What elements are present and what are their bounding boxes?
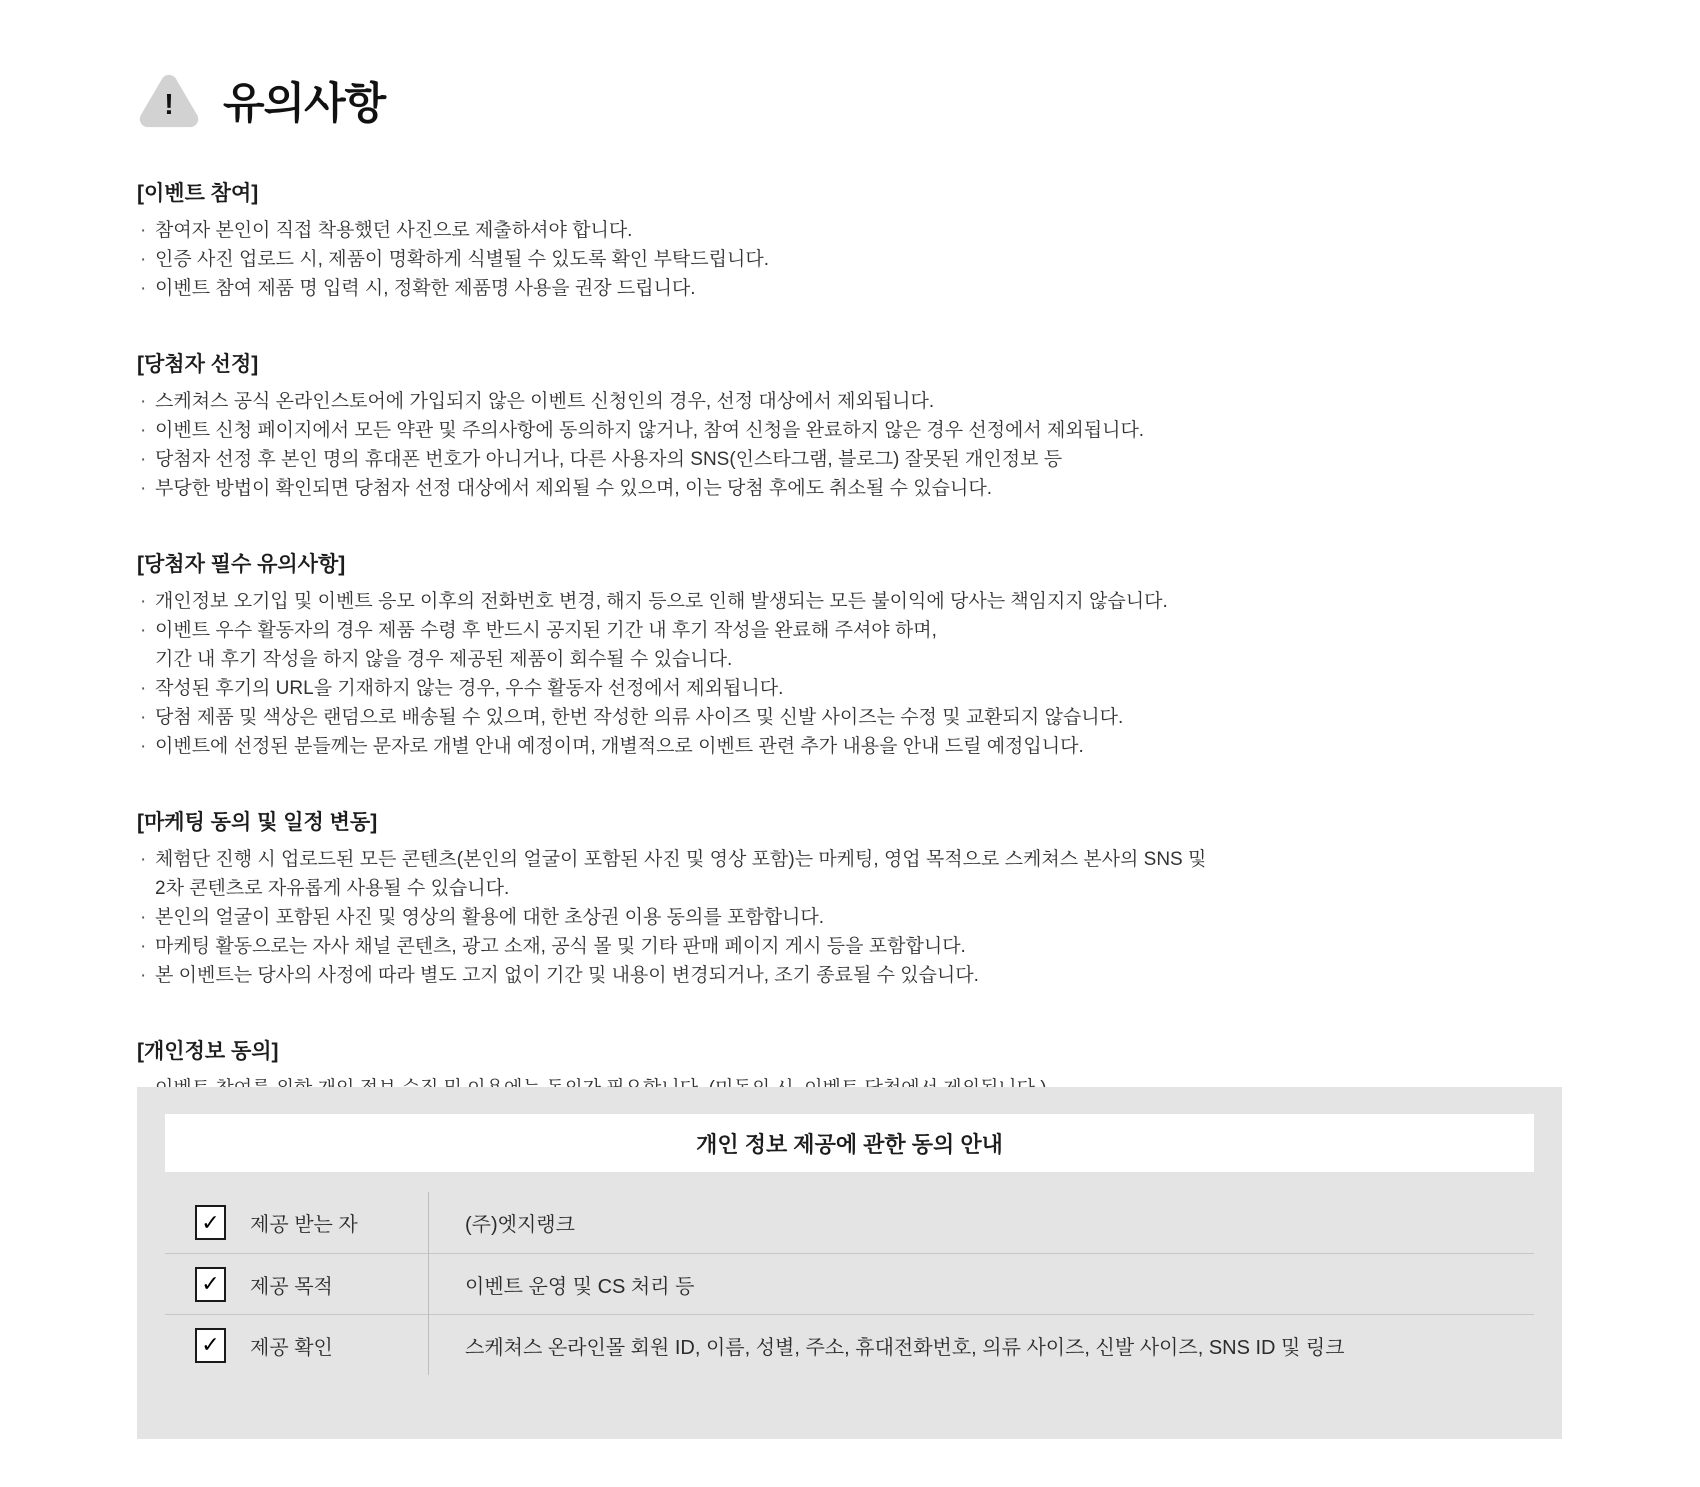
checkmark-icon: ✓ [201, 1332, 220, 1357]
section-list [137, 216, 1562, 303]
list-item-text: 이벤트 우수 활동자의 경우 제품 수령 후 반드시 공지된 기간 내 후기 작성을 완료해 주셔야 하며, 기간 내 후기 작성을 하지 않을 경우 제공된 제품이 회수될 수 있습니다. [155, 620, 937, 670]
consent-row-label-cell [165, 1328, 428, 1363]
bullet-icon: · [140, 736, 147, 757]
notice-section [137, 806, 1562, 990]
list-item-text: 개인정보 오기입 및 이벤트 응모 이후의 전화번호 변경, 해지 등으로 인해 발생되는 모든 불이익에 당사는 책임지지 않습니다. [155, 591, 1168, 612]
list-item [137, 674, 1562, 703]
bullet-icon: · [140, 278, 147, 299]
consent-row-label-cell [165, 1205, 428, 1240]
list-item [137, 387, 1562, 416]
list-item [137, 616, 1562, 674]
list-item-text: 당첨 제품 및 색상은 랜덤으로 배송될 수 있으며, 한번 작성한 의류 사이즈 및 신발 사이즈는 수정 및 교환되지 않습니다. [155, 707, 1124, 728]
checkmark-icon: ✓ [201, 1209, 220, 1235]
bullet-icon: · [140, 620, 147, 641]
bullet-icon: · [140, 420, 147, 441]
list-item [137, 703, 1562, 732]
exclamation-triangle-icon [137, 73, 201, 129]
notice-sections [137, 177, 1562, 1132]
list-item [137, 474, 1562, 503]
svg-text:!: ! [164, 88, 174, 121]
notice-section [137, 348, 1562, 503]
consent-row-value: 스케쳐스 온라인몰 회원 ID, 이름, 성별, 주소, 휴대전화번호, 의류 사이즈, 신발 사이즈, SNS ID 및 링크 [465, 1336, 1345, 1359]
consent-table-row [165, 1253, 1534, 1314]
column-divider [428, 1192, 429, 1375]
bullet-icon: · [140, 936, 147, 957]
section-heading: [당첨자 선정] [137, 353, 259, 376]
list-item [137, 216, 1562, 245]
notice-section [137, 548, 1562, 761]
consent-checkbox[interactable] [195, 1328, 226, 1363]
section-list [137, 845, 1562, 990]
consent-checkbox[interactable] [195, 1205, 226, 1240]
bullet-icon: · [140, 907, 147, 928]
consent-rows [165, 1192, 1534, 1375]
consent-row-label: 제공 목적 [250, 1275, 333, 1298]
bullet-icon: · [140, 249, 147, 270]
list-item-text: 체험단 진행 시 업로드된 모든 콘텐츠(본인의 얼굴이 포함된 사진 및 영상 포함)는 마케팅, 영업 목적으로 스케쳐스 본사의 SNS 및 2차 콘텐츠로 자유롭게 사용될 수 있습니다. [155, 849, 1207, 899]
section-list [137, 587, 1562, 761]
bullet-icon: · [140, 449, 147, 470]
consent-box-title: 개인 정보 제공에 관한 동의 안내 [696, 1131, 1003, 1157]
checkmark-icon: ✓ [201, 1271, 220, 1296]
page-header [137, 70, 1562, 131]
bullet-icon: · [140, 678, 147, 699]
notice-section [137, 177, 1562, 303]
list-item [137, 845, 1562, 903]
list-item [137, 445, 1562, 474]
consent-row-value: (주)엣지랭크 [465, 1214, 575, 1236]
list-item [137, 961, 1562, 990]
list-item-text: 스케쳐스 공식 온라인스토어에 가입되지 않은 이벤트 신청인의 경우, 선정 대상에서 제외됩니다. [155, 391, 935, 412]
list-item-text: 당첨자 선정 후 본인 명의 휴대폰 번호가 아니거나, 다른 사용자의 SNS(인스타그램, 블로그) 잘못된 개인정보 등 [155, 449, 1063, 470]
section-heading: [이벤트 참여] [137, 182, 259, 205]
consent-row-label-cell [165, 1267, 428, 1302]
list-item [137, 245, 1562, 274]
consent-row-label: 제공 받는 자 [250, 1214, 358, 1236]
bullet-icon: · [140, 591, 147, 612]
list-item [137, 587, 1562, 616]
list-item [137, 274, 1562, 303]
list-item-text: 작성된 후기의 URL을 기재하지 않는 경우, 우수 활동자 선정에서 제외됩니다. [155, 678, 784, 699]
section-heading: [개인정보 동의] [137, 1040, 279, 1063]
list-item [137, 932, 1562, 961]
bullet-icon: · [140, 965, 147, 986]
section-heading: [마케팅 동의 및 일정 변동] [137, 811, 378, 834]
list-item [137, 732, 1562, 761]
bullet-icon: · [140, 478, 147, 499]
list-item-text: 부당한 방법이 확인되면 당첨자 선정 대상에서 제외될 수 있으며, 이는 당첨 후에도 취소될 수 있습니다. [155, 478, 992, 499]
consent-row-label: 제공 확인 [250, 1336, 333, 1359]
bullet-icon: · [140, 707, 147, 728]
list-item-text: 본인의 얼굴이 포함된 사진 및 영상의 활용에 대한 초상권 이용 동의를 포함합니다. [155, 907, 825, 928]
consent-table-row [165, 1314, 1534, 1375]
section-list [137, 387, 1562, 503]
section-heading: [당첨자 필수 유의사항] [137, 553, 346, 576]
consent-row-value: 이벤트 운영 및 CS 처리 등 [465, 1275, 695, 1298]
list-item-text: 이벤트에 선정된 분들께는 문자로 개별 안내 예정이며, 개별적으로 이벤트 관련 추가 내용을 안내 드릴 예정입니다. [155, 736, 1084, 757]
bullet-icon: · [140, 849, 147, 870]
consent-checkbox[interactable] [195, 1267, 226, 1302]
consent-table-row [165, 1192, 1534, 1253]
bullet-icon: · [140, 391, 147, 412]
list-item-text: 이벤트 참여 제품 명 입력 시, 정확한 제품명 사용을 권장 드립니다. [155, 278, 696, 299]
list-item-text: 본 이벤트는 당사의 사정에 따라 별도 고지 없이 기간 및 내용이 변경되거나, 조기 종료될 수 있습니다. [155, 965, 979, 986]
list-item-text: 마케팅 활동으로는 자사 채널 콘텐츠, 광고 소재, 공식 몰 및 기타 판매 페이지 게시 등을 포함합니다. [155, 936, 966, 957]
list-item [137, 416, 1562, 445]
page-title: 유의사항 [223, 80, 386, 128]
list-item-text: 인증 사진 업로드 시, 제품이 명확하게 식별될 수 있도록 확인 부탁드립니다. [155, 249, 769, 270]
list-item-text: 이벤트 신청 페이지에서 모든 약관 및 주의사항에 동의하지 않거나, 참여 신청을 완료하지 않은 경우 선정에서 제외됩니다. [155, 420, 1145, 441]
consent-title-bar [165, 1114, 1534, 1172]
list-item [137, 903, 1562, 932]
consent-box [137, 1087, 1562, 1439]
list-item-text: 참여자 본인이 직접 착용했던 사진으로 제출하셔야 합니다. [155, 220, 633, 241]
bullet-icon: · [140, 220, 147, 241]
